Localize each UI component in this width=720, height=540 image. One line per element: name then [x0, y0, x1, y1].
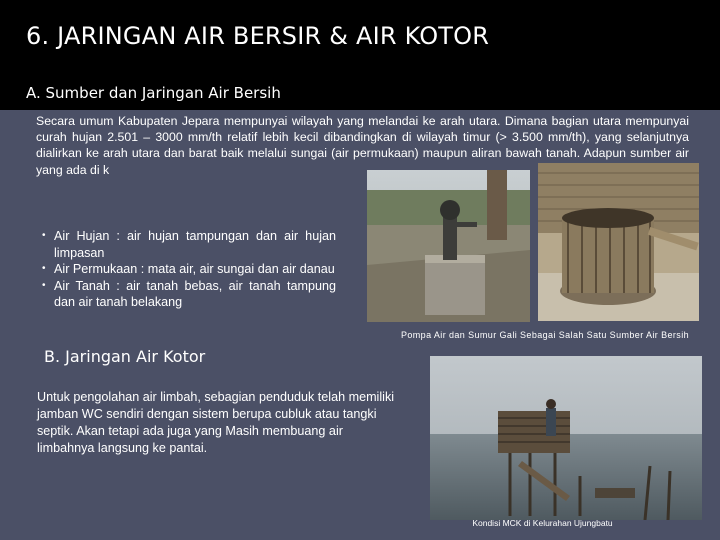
section-a-intro: Secara umum Kabupaten Jepara mempunyai wilayah yang melandai ke arah utara. Dimana bagian utara mempunyai curah hujan 2.501 – 3000 mm/th relatif lebih kecil dibandingkan di wilayah timur (> 3.500 mm/th), yang selanjutnya dialirkan ke arah utara dan barat baik melalui sungai (air permukaan) maupun aliran bawah tanah. Adapun sumber air yang ada di k	[36, 114, 689, 177]
mck-photo-caption: Kondisi MCK di Kelurahan Ujungbatu	[472, 518, 613, 528]
section-a-title: A. Sumber dan Jaringan Air Bersih	[26, 84, 281, 102]
list-item: • Air Tanah : air tanah bebas, air tanah tampung dan air tanah belakang	[40, 278, 336, 311]
water-photo-caption: Pompa Air dan Sumur Gali Sebagai Salah Satu Sumber Air Bersih	[400, 330, 690, 340]
section-b-title: B. Jaringan Air Kotor	[44, 347, 206, 366]
mck-photo	[430, 356, 702, 520]
page-title: 6. JARINGAN AIR BERSIR & AIR KOTOR	[26, 22, 490, 50]
list-item: • Air Hujan : air hujan tampungan dan air hujan limpasan	[40, 228, 336, 261]
water-pump-photo	[367, 170, 530, 322]
section-b-paragraph: Untuk pengolahan air limbah, sebagian penduduk telah memiliki jamban WC sendiri dengan sistem berupa cubluk atau tangki septik. Akan tetapi ada juga yang Masih membuang air limbahnya langsung ke pantai.	[37, 390, 395, 455]
water-source-list	[40, 228, 336, 311]
list-item: • Air Permukaan : mata air, air sungai dan air danau	[40, 261, 336, 278]
dug-well-photo	[538, 163, 699, 321]
